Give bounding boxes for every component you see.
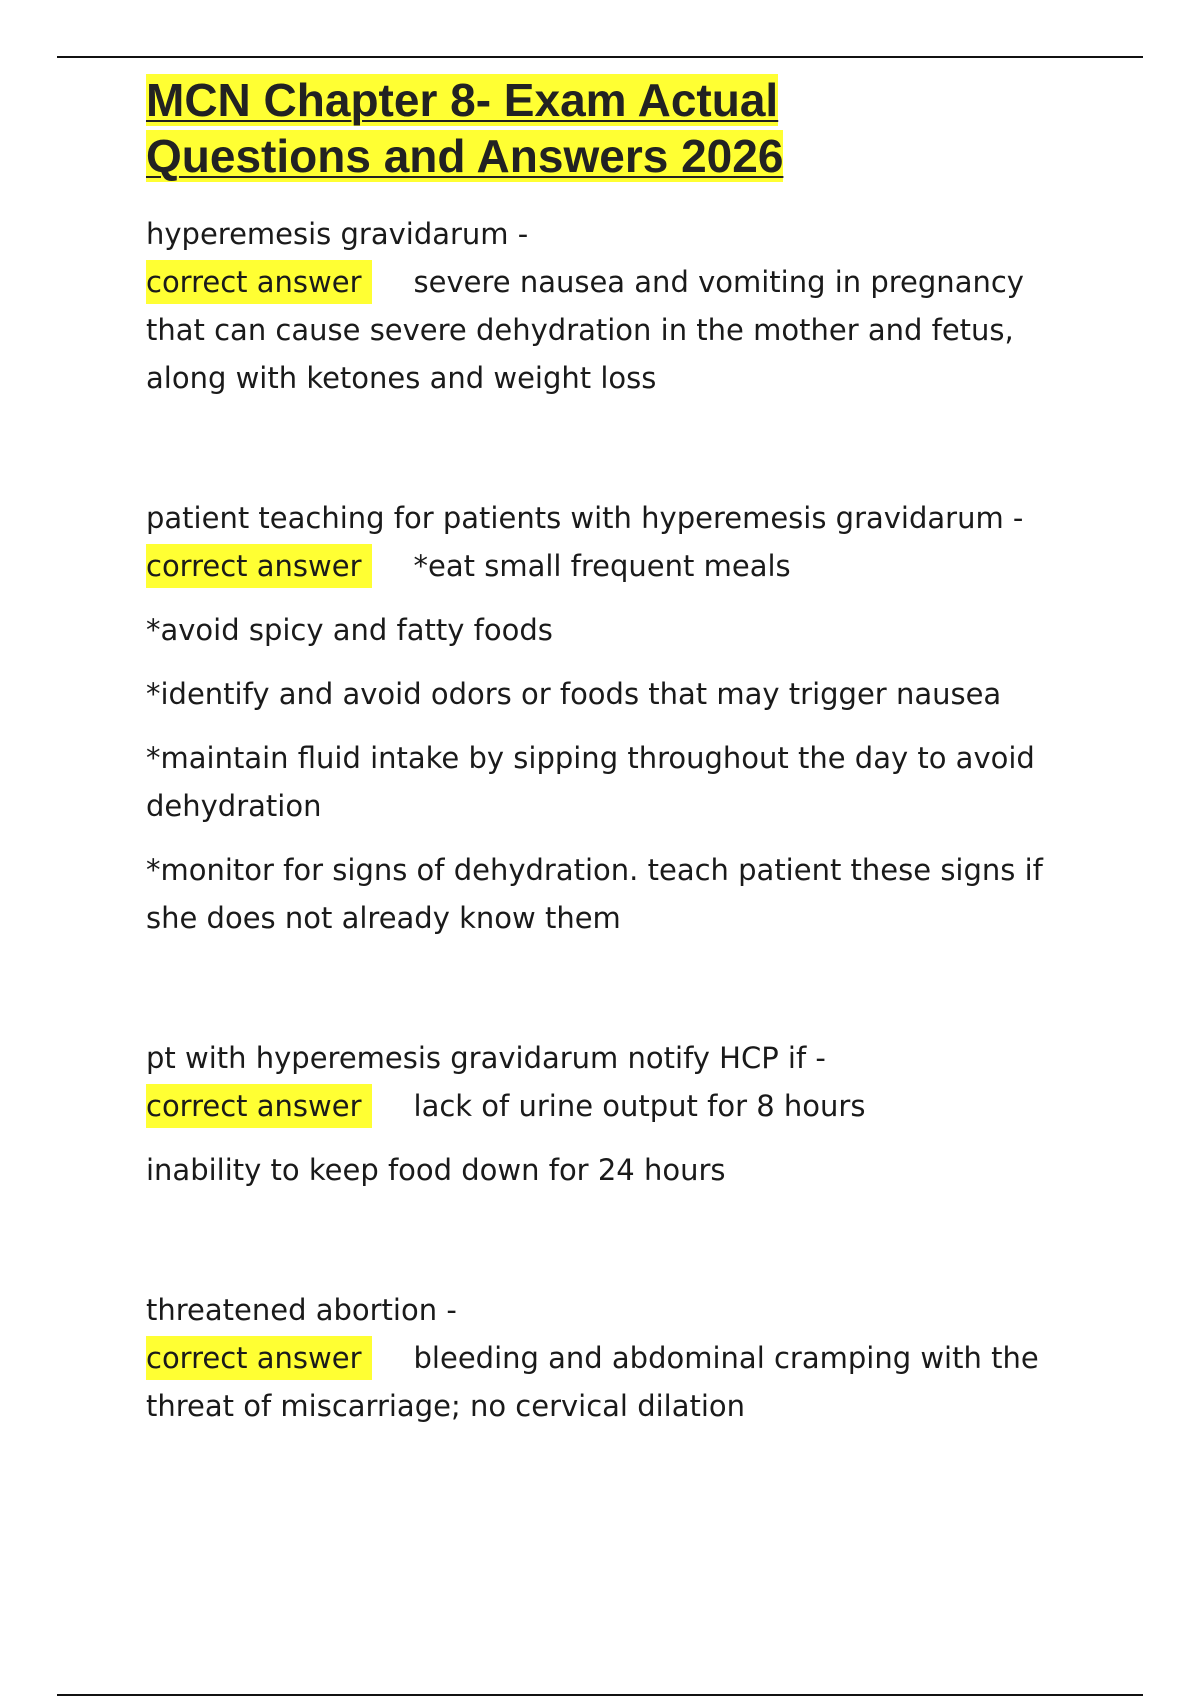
- correct-answer-tag: correct answer: [146, 260, 372, 304]
- answer-line: [146, 1082, 1066, 1130]
- title-line-2: Questions and Answers 2026: [146, 130, 784, 182]
- title-line-1: MCN Chapter 8- Exam Actual: [146, 74, 779, 126]
- document-body: [146, 72, 1066, 1510]
- answer-line: [146, 542, 1066, 590]
- qa-item: [146, 482, 1066, 942]
- question-text: hyperemesis gravidarum -: [146, 217, 529, 251]
- bottom-rule: [57, 1694, 1143, 1696]
- answer-extra-line: *identify and avoid odors or foods that may trigger nausea: [146, 677, 1002, 711]
- answer-extra-line: inability to keep food down for 24 hours: [146, 1153, 726, 1187]
- correct-answer-tag: correct answer: [146, 544, 372, 588]
- qa-item: [146, 198, 1066, 402]
- qa-item: [146, 1274, 1066, 1430]
- answer-line: [146, 1334, 1066, 1430]
- qa-item: [146, 1022, 1066, 1194]
- document-title: [146, 72, 1066, 184]
- answer-text: *eat small frequent meals: [413, 549, 791, 583]
- correct-answer-tag: correct answer: [146, 1084, 372, 1128]
- answer-text: bleeding and abdominal cramping with the threat of miscarriage; no cervical dilation: [146, 1341, 1039, 1423]
- answer-extra-line: *avoid spicy and fatty foods: [146, 613, 553, 647]
- answer-text: lack of urine output for 8 hours: [413, 1089, 866, 1123]
- question-text: patient teaching for patients with hyperemesis gravidarum -: [146, 501, 1024, 535]
- answer-extra-line: *monitor for signs of dehydration. teach patient these signs if she does not already know them: [146, 853, 1043, 935]
- answer-line: [146, 258, 1066, 402]
- top-rule: [57, 56, 1143, 58]
- question-text: pt with hyperemesis gravidarum notify HCP if -: [146, 1041, 826, 1075]
- correct-answer-tag: correct answer: [146, 1336, 372, 1380]
- answer-text: severe nausea and vomiting in pregnancy that can cause severe dehydration in the mother and fetus, along with ketones and weight loss: [146, 265, 1024, 395]
- answer-extra-line: *maintain fluid intake by sipping throughout the day to avoid dehydration: [146, 741, 1035, 823]
- question-text: threatened abortion -: [146, 1293, 457, 1327]
